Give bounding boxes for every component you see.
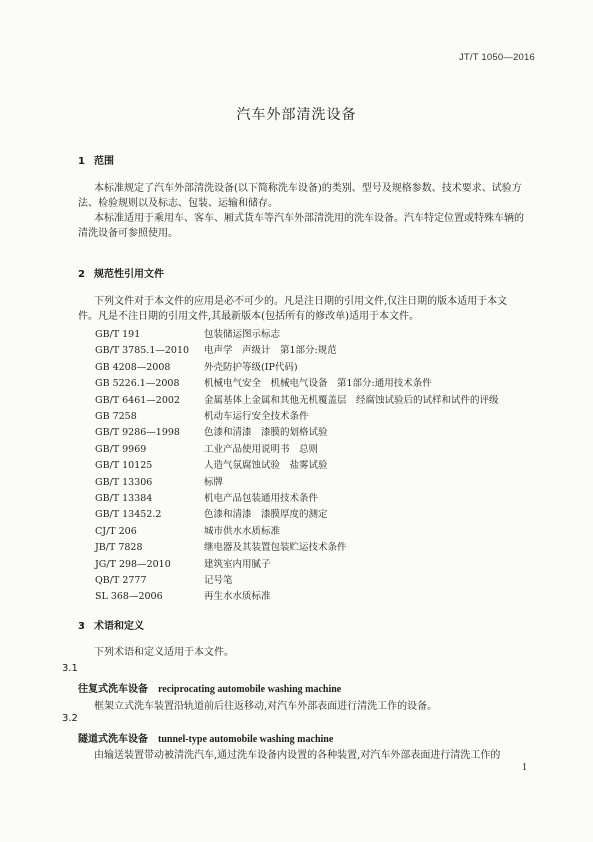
paragraph-line: 本标准规定了汽车外部清洗设备(以下简称洗车设备)的类别、型号及规格参数、技术要求、试验方 — [94, 183, 522, 194]
paragraph-line: 本标准适用于乘用车、客车、厢式货车等汽车外部清洗用的洗车设备。汽车特定位置或特殊车辆的 — [94, 213, 524, 224]
reference-code: GB/T 10125 — [95, 460, 153, 472]
reference-title: 工业产品使用说明书 总则 — [204, 443, 319, 455]
term-entry — [78, 730, 333, 745]
reference-code: GB/T 9286—1998 — [95, 427, 180, 439]
reference-code: QB/T 2777 — [95, 575, 147, 586]
paragraph-line: 下列术语和定义适用于本文件。 — [94, 647, 234, 658]
section-1-body — [78, 181, 532, 241]
reference-code: GB/T 13452.2 — [95, 509, 162, 521]
reference-code: GB/T 13306 — [95, 476, 153, 488]
section-number: 3 — [78, 621, 85, 632]
term-definition: 框架立式洗车装置沿轨道前后往返移动,对汽车外部表面进行清洗工作的设备。 — [94, 701, 438, 712]
term-english: reciprocating automobile washing machine — [158, 684, 342, 695]
reference-title: 电声学 声级计 第1部分:规范 — [204, 345, 337, 357]
standard-number: JT/T 1050—2016 — [458, 52, 535, 63]
section-number: 1 — [78, 156, 85, 167]
section-title: 术语和定义 — [94, 621, 144, 632]
reference-code: GB 7258 — [95, 411, 137, 422]
reference-code: GB/T 3785.1—2010 — [95, 345, 190, 357]
reference-title: 记号笔 — [204, 575, 233, 586]
paragraph-line: 清洗设备可参照使用。 — [78, 228, 178, 239]
term-chinese: 隧道式洗车设备 — [78, 734, 148, 745]
clause-number: 3.2 — [62, 713, 78, 724]
section-2-body — [78, 294, 532, 324]
term-english: tunnel-type automobile washing machine — [158, 734, 334, 745]
reference-code: JB/T 7828 — [95, 542, 143, 554]
reference-title: 色漆和清漆 漆膜厚度的测定 — [204, 509, 328, 521]
reference-title: 标牌 — [204, 476, 224, 488]
term-entry — [78, 680, 341, 695]
section-3-heading — [78, 617, 144, 632]
paragraph-line: 件。凡是不注日期的引用文件,其最新版本(包括所有的修改单)适用于本文件。 — [78, 311, 419, 322]
section-title: 范围 — [94, 156, 114, 167]
section-2-heading — [78, 265, 164, 280]
reference-title: 人造气氛腐蚀试验 盐雾试验 — [204, 460, 328, 472]
reference-title: 机电产品包装通用技术条件 — [204, 493, 319, 504]
reference-title: 机动车运行安全技术条件 — [204, 411, 309, 422]
reference-code: CJ/T 206 — [95, 525, 137, 537]
term-definition: 由输送装置带动被清洗汽车,通过洗车设备内设置的各种装置,对汽车外部表面进行清洗工作的 — [94, 750, 501, 761]
section-3-intro — [78, 645, 532, 660]
document-title: 汽车外部清洗设备 — [236, 107, 357, 123]
reference-title: 色漆和清漆 漆膜的划格试验 — [204, 427, 328, 439]
reference-title: 金属基体上金属和其他无机覆盖层 经腐蚀试验后的试样和试件的评级 — [204, 394, 499, 406]
clause-number: 3.1 — [62, 663, 78, 674]
reference-code: GB 4208—2008 — [95, 361, 171, 373]
reference-code: JG/T 298—2010 — [95, 558, 171, 570]
section-number: 2 — [78, 269, 85, 280]
reference-title: 城市供水水质标准 — [204, 525, 281, 537]
reference-code: GB/T 191 — [95, 329, 141, 340]
paragraph-line: 下列文件对于本文件的应用是必不可少的。凡是注日期的引用文件,仅注日期的版本适用于本文 — [94, 296, 508, 307]
reference-title: 包装储运图示标志 — [204, 329, 281, 340]
paragraph-line: 法、检验规则以及标志、包装、运输和储存。 — [78, 198, 278, 209]
reference-title: 继电器及其装置包装贮运技术条件 — [204, 542, 347, 554]
page-number: 1 — [522, 762, 527, 773]
reference-code: GB/T 6461—2002 — [95, 394, 180, 406]
reference-code: SL 368—2006 — [95, 591, 163, 603]
reference-title: 建筑室内用腻子 — [204, 558, 271, 570]
term-chinese: 往复式洗车设备 — [78, 684, 148, 695]
reference-code: GB 5226.1—2008 — [95, 378, 180, 390]
reference-title: 外壳防护等级(IP代码) — [204, 361, 298, 373]
section-title: 规范性引用文件 — [94, 269, 164, 280]
section-1-heading — [78, 152, 114, 167]
reference-code: GB/T 9969 — [95, 443, 147, 455]
reference-title: 再生水水质标准 — [204, 591, 271, 603]
reference-title: 机械电气安全 机械电气设备 第1部分:通用技术条件 — [204, 378, 432, 390]
reference-code: GB/T 13384 — [95, 493, 153, 504]
